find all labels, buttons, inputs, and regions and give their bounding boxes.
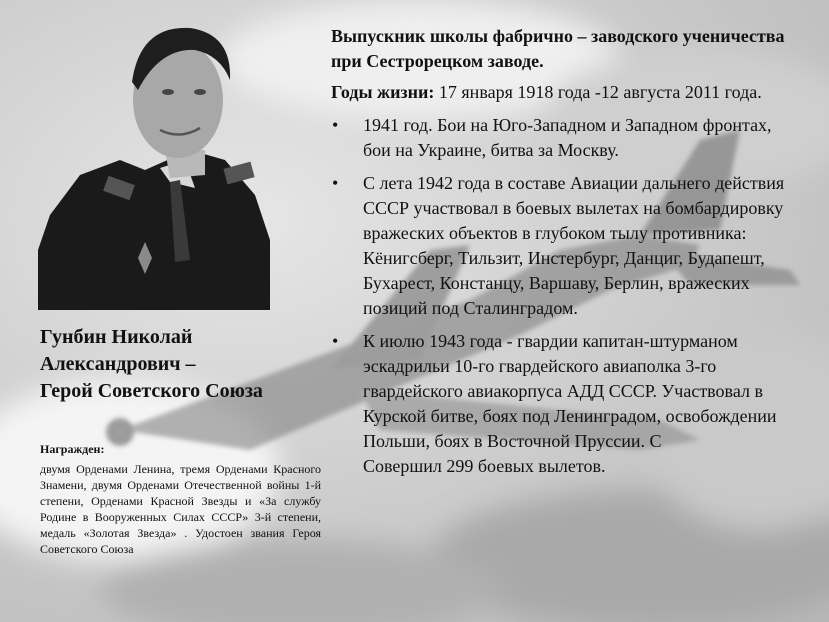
bio-heading: Выпускник школы фабрично – заводского ученичества при Сестрорецком заводе. <box>331 26 785 71</box>
bio-bullet-list <box>331 113 801 479</box>
name-line-1: Гунбин Николай <box>40 326 193 348</box>
bio-bullet-item <box>331 113 801 163</box>
name-line-3: Герой Советского Союза <box>40 380 263 402</box>
bullet-icon: • <box>332 331 339 351</box>
bio-bullet-item <box>331 329 801 479</box>
bullet-icon: • <box>332 115 339 135</box>
biography-column <box>331 24 801 487</box>
life-years-value: 17 января 1918 года -12 августа 2011 года. <box>434 82 762 102</box>
awards-title: Награжден: <box>40 442 105 456</box>
awards-text: двумя Орденами Ленина, тремя Орденами Красного Знамени, двумя Орденами Отечественной войны 1-й степени, Орденами Красной Звезды и «За службу Родине в Вооруженных Силах СССР» 3-й степени, медаль «Золотая Звезда» . Удостоен звания Героя Советского Союза <box>40 462 321 556</box>
bio-bullet-text: 1941 год. Бои на Юго-Западном и Западном фронтах, бои на Украине, битва за Москву. <box>363 115 772 160</box>
bio-bullet-text: С лета 1942 года в составе Авиации дальнего действия СССР участвовал в боевых вылетах на бомбардировку вражеских объектов в глубоком тылу противника: Кёнигсберг, Тильзит, Инстербург, Данциг, Будапешт, Бухарест, Констанцу, Варшаву, Берлин, вражеских позиций под Сталинградом. <box>363 173 785 318</box>
bio-bullet-text: К июлю 1943 года - гвардии капитан-штурманом эскадрильи 10-го гвардейского авиаполка 3-го гвардейского авиакорпуса АДД СССР. Участвовал в Курской битве, боях под Ленинградом, освобождении Польши, боях в Восточной Пруссии. С <box>363 331 777 451</box>
portrait-photo <box>20 10 270 310</box>
life-years-label: Годы жизни: <box>331 82 435 102</box>
bio-bullet-text: Совершил 299 боевых вылетов. <box>363 456 606 476</box>
name-line-2: Александрович – <box>40 353 196 375</box>
hero-name <box>40 324 340 405</box>
bio-bullet-item <box>331 171 801 321</box>
bullet-icon: • <box>332 173 339 193</box>
life-years <box>331 80 801 105</box>
